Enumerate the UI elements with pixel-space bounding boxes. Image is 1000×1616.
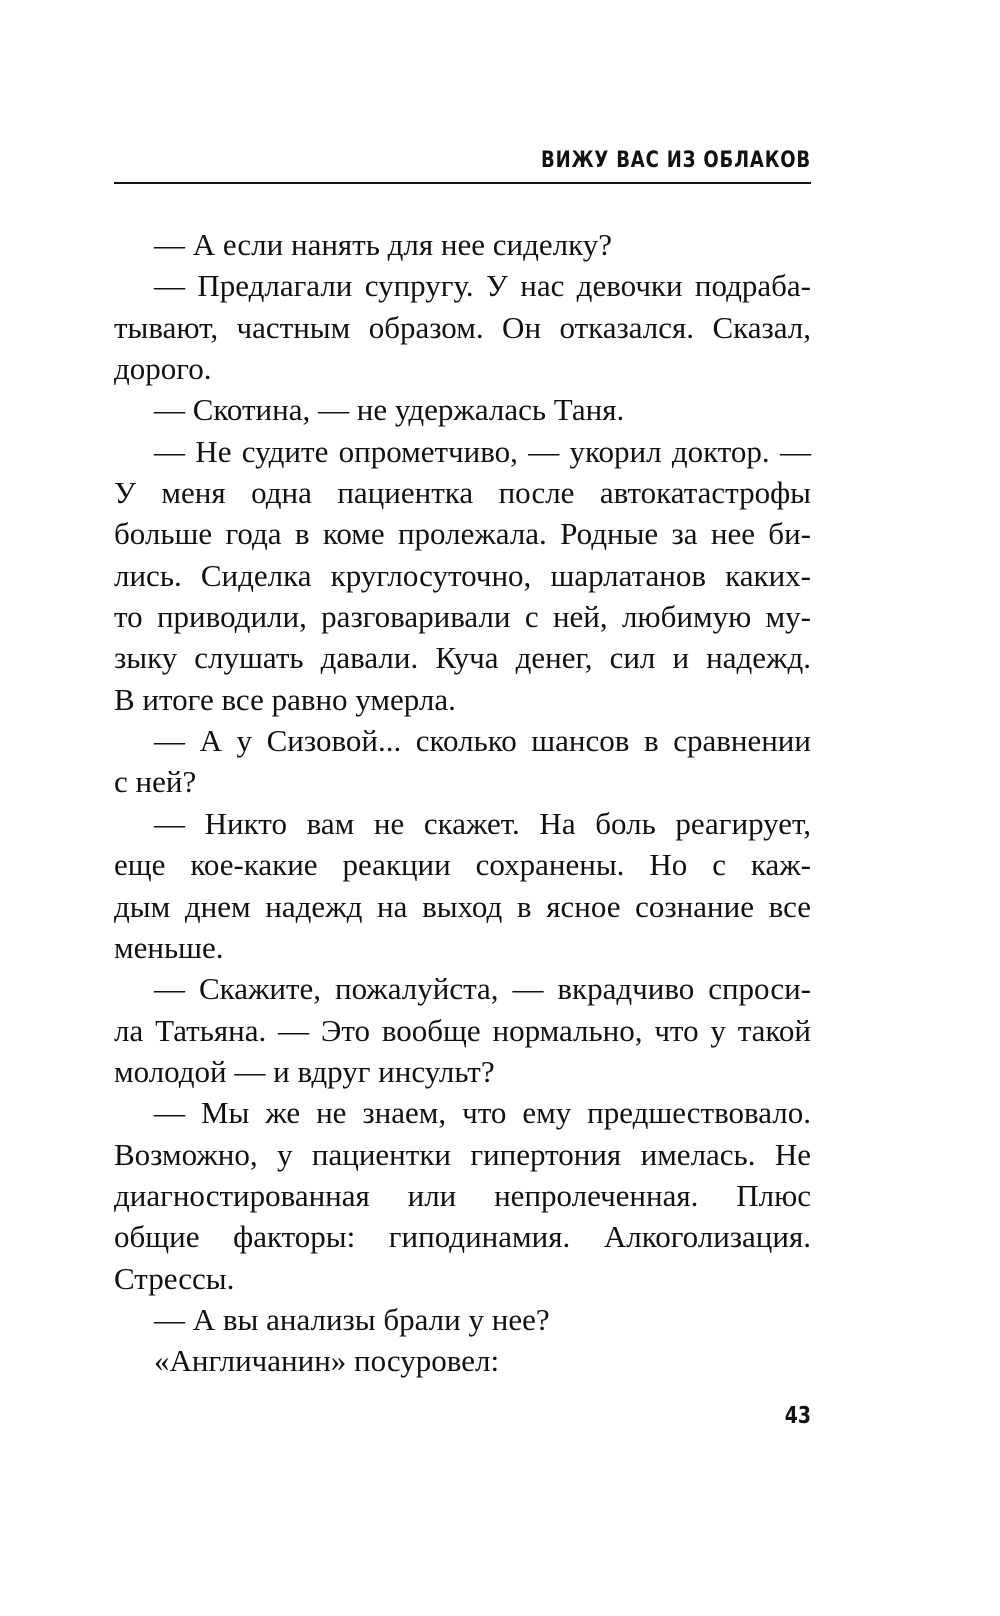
text-line: зыку слушать давали. Куча денег, сил и надежд. bbox=[114, 640, 811, 676]
text-line: с ней? bbox=[114, 764, 197, 800]
text-line: — Не судите опрометчиво, — укорил доктор. — bbox=[154, 433, 811, 469]
text-line: «Англичанин» посуровел: bbox=[154, 1343, 500, 1379]
text-line: ла Татьяна. — Это вообще нормально, что у такой bbox=[114, 1012, 811, 1048]
text-line: — Скотина, — не удержалась Таня. bbox=[154, 392, 625, 428]
body-text bbox=[114, 224, 811, 1382]
text-line: — А вы анализы брали у нее? bbox=[154, 1301, 550, 1337]
text-line: Возможно, у пациентки гипертония имелась. Не bbox=[114, 1136, 811, 1172]
text-line: — Никто вам не скажет. На боль реагирует, bbox=[154, 805, 811, 841]
text-line: еще кое-какие реакции сохранены. Но с каж- bbox=[114, 847, 811, 883]
text-line: — Мы же не знаем, что ему предшествовало. bbox=[154, 1095, 811, 1131]
text-line: — Скажите, пожалуйста, — вкрадчиво спроси- bbox=[154, 971, 811, 1007]
text-line: — А у Сизовой... сколько шансов в сравнении bbox=[154, 723, 811, 759]
header-rule bbox=[114, 182, 811, 184]
text-line: У меня одна пациентка после автокатастрофы bbox=[114, 475, 811, 511]
text-line: общие факторы: гиподинамия. Алкоголизация. bbox=[114, 1219, 811, 1255]
text-line: Стрессы. bbox=[114, 1260, 235, 1296]
text-line: больше года в коме пролежала. Родные за нее би- bbox=[114, 516, 811, 552]
text-line: лись. Сиделка круглосуточно, шарлатанов каких- bbox=[114, 557, 811, 593]
text-line: диагностированная или непролеченная. Плюс bbox=[114, 1177, 811, 1213]
text-line: В итоге все равно умерла. bbox=[114, 681, 456, 717]
page-number: 43 bbox=[784, 1403, 811, 1429]
text-line: — Предлагали супругу. У нас девочки подраба- bbox=[154, 268, 811, 304]
text-line: молодой — и вдруг инсульт? bbox=[114, 1053, 495, 1089]
running-head: ВИЖУ ВАС ИЗ ОБЛАКОВ bbox=[541, 148, 811, 173]
text-line: дорого. bbox=[114, 351, 212, 387]
text-line: тывают, частным образом. Он отказался. Сказал, bbox=[114, 309, 811, 345]
text-line: то приводили, разговаривали с ней, любимую му- bbox=[114, 599, 811, 635]
text-line: — А если нанять для нее сиделку? bbox=[154, 227, 612, 262]
text-line: дым днем надежд на выход в ясное сознание все bbox=[114, 888, 811, 924]
text-line: меньше. bbox=[114, 929, 224, 965]
